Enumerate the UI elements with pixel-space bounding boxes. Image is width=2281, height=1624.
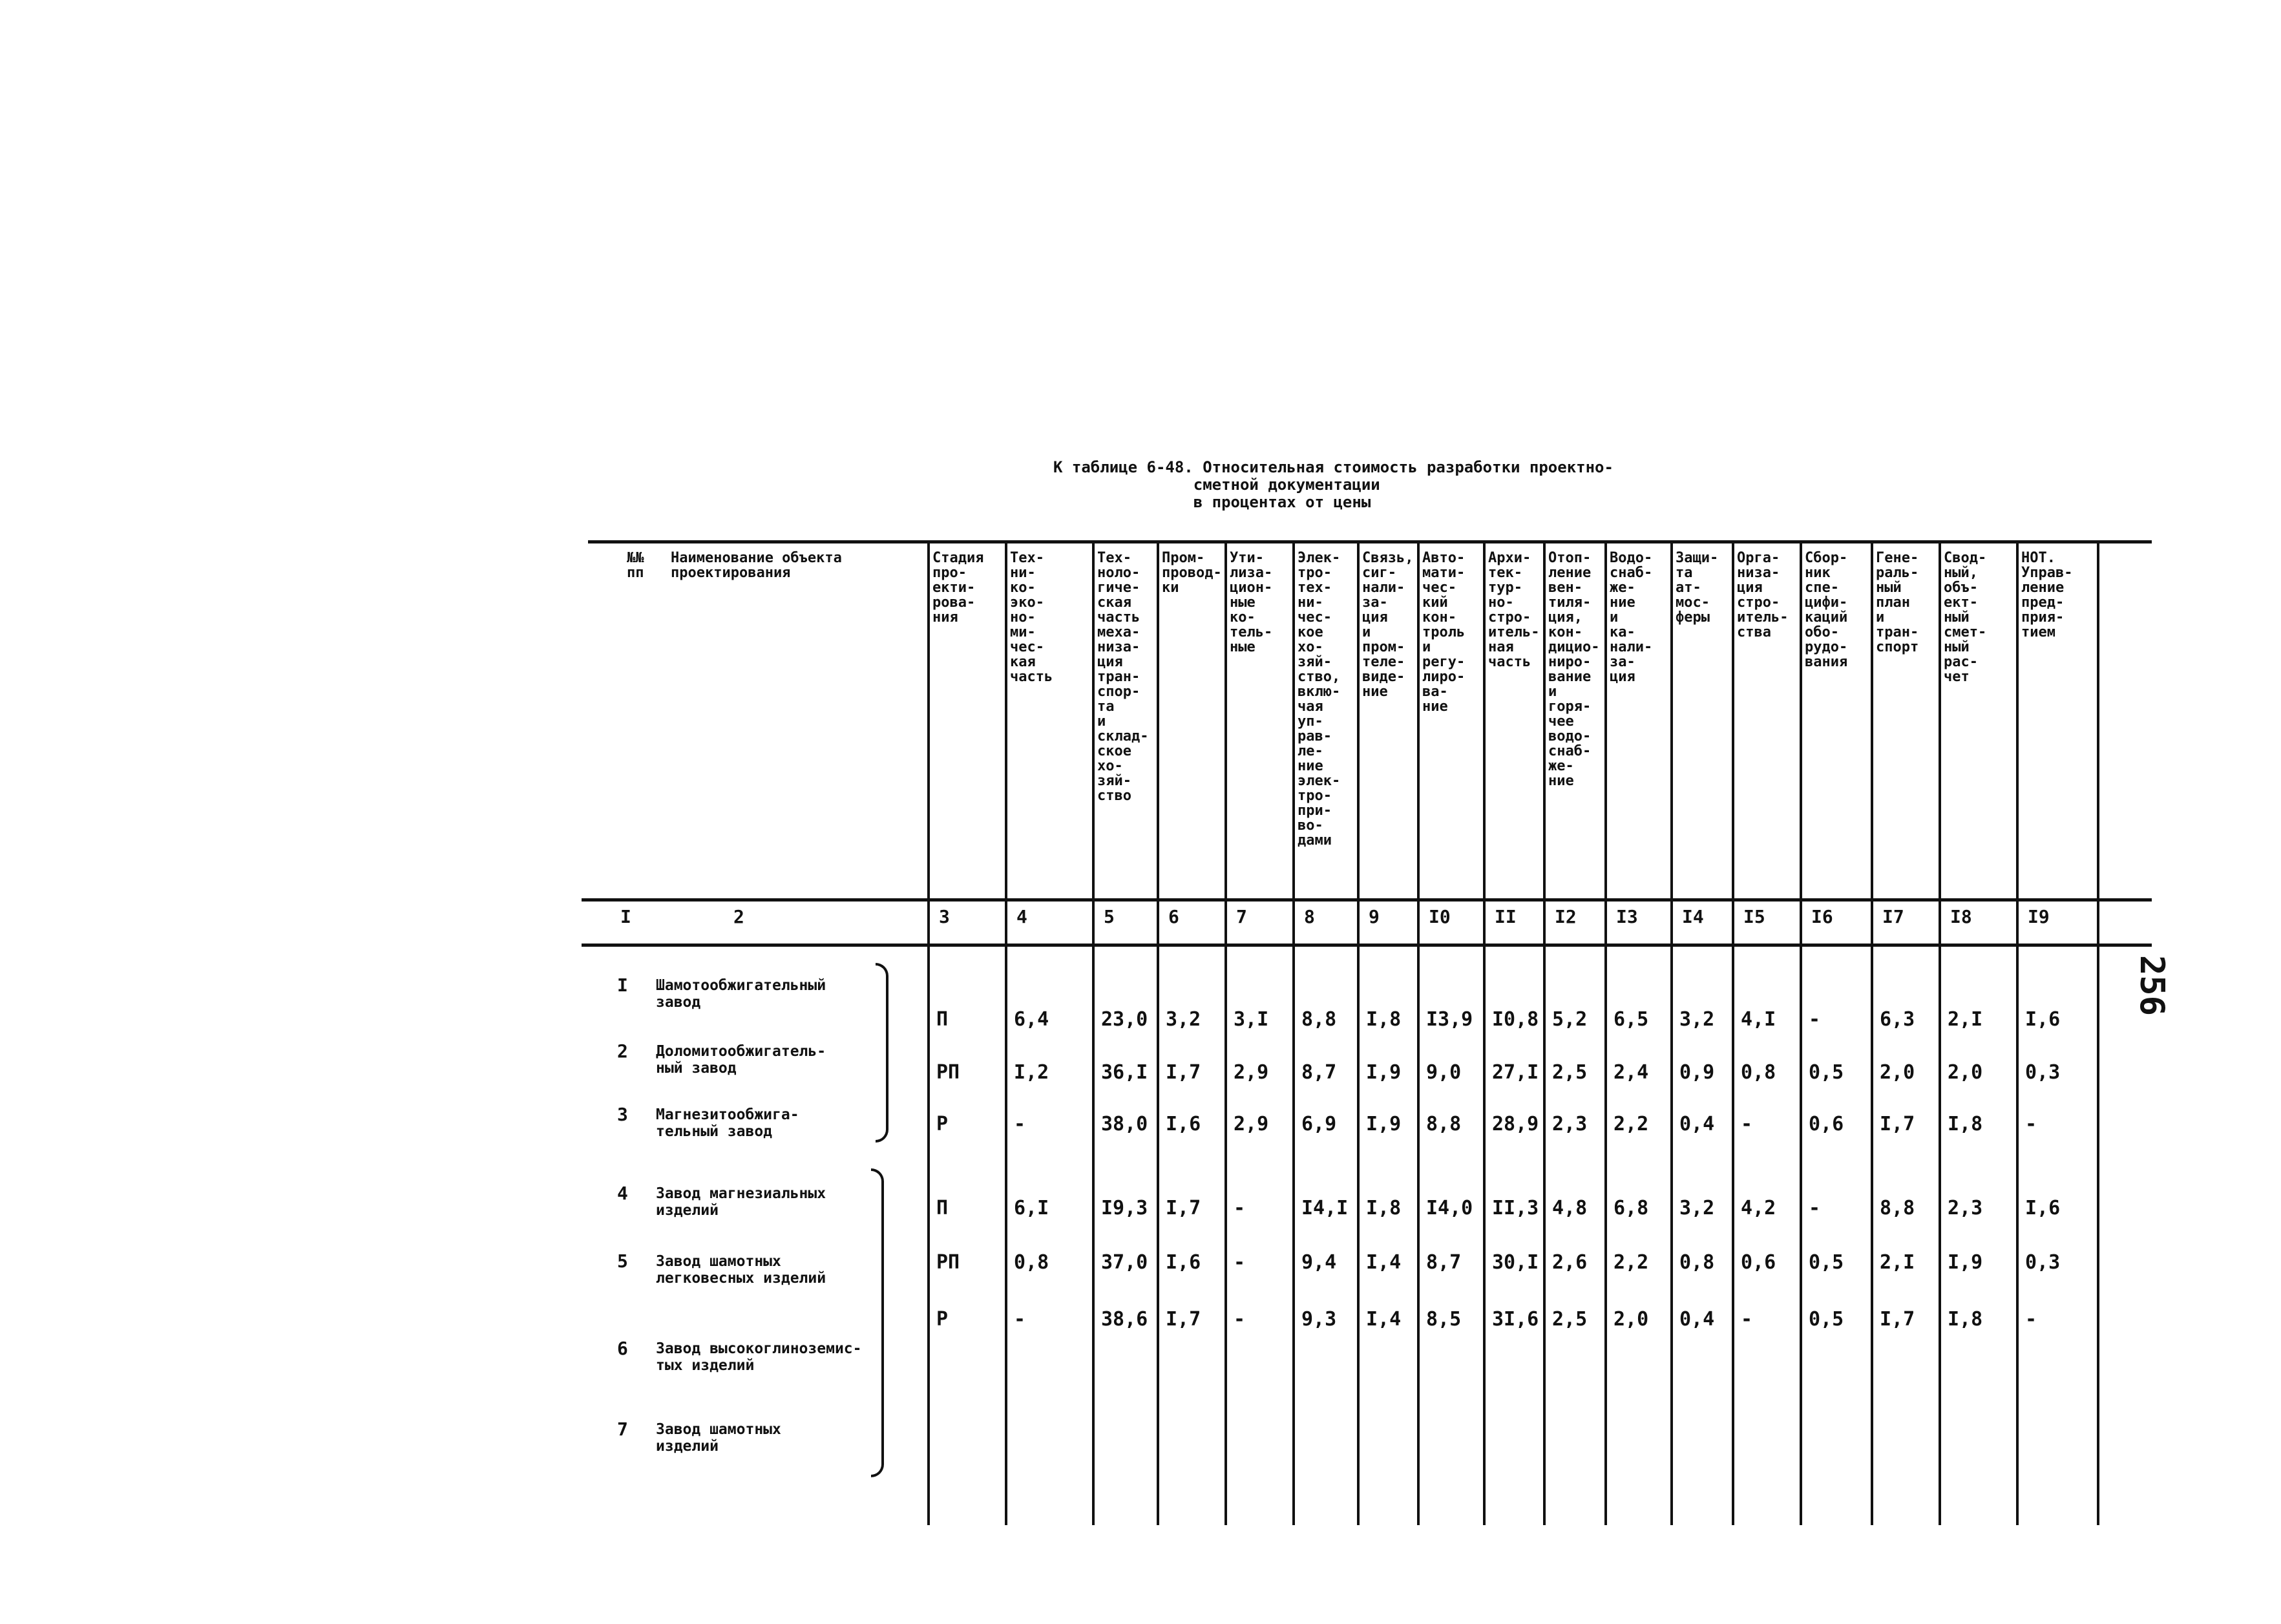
- table-cell: 2,9: [1234, 1113, 1269, 1135]
- column-divider: [1417, 543, 1420, 1525]
- table-cell: 0,8: [1014, 1251, 1049, 1274]
- table-cell: -: [2025, 1113, 2037, 1135]
- table-cell: 0,3: [2025, 1251, 2061, 1274]
- page-number: 256: [2132, 955, 2171, 1016]
- column-number: I4: [1682, 906, 1704, 927]
- table-cell: -: [1234, 1308, 1246, 1331]
- table-cell: 2,2: [1614, 1113, 1649, 1135]
- column-number: 8: [1304, 906, 1315, 927]
- column-divider: [1092, 543, 1095, 1525]
- table-cell: 8,8: [1301, 1008, 1337, 1031]
- table-cell: I,7: [1166, 1197, 1201, 1219]
- table-cell: 2,2: [1614, 1251, 1649, 1274]
- table-cell: Р: [936, 1113, 949, 1135]
- table-cell: 8,8: [1880, 1197, 1915, 1219]
- column-number: 9: [1369, 906, 1380, 927]
- table-cell: II,3: [1492, 1197, 1539, 1219]
- table-cell: 3,2: [1166, 1008, 1201, 1031]
- table-cell: -: [1809, 1197, 1821, 1219]
- column-header: Тех- ноло- гиче- ская часть меха- низа- ция тран- спор- та и склад- ское хо- зяй- ство: [1097, 551, 1149, 804]
- table-cell: 23,0: [1101, 1008, 1148, 1031]
- header-bottom-rule: [582, 898, 2152, 902]
- table-cell: 0,8: [1741, 1061, 1776, 1084]
- column-divider: [1005, 543, 1007, 1525]
- table-cell: I,9: [1366, 1113, 1402, 1135]
- column-number: 5: [1104, 906, 1115, 927]
- column-divider: [1292, 543, 1295, 1525]
- table-cell: I,4: [1366, 1308, 1402, 1331]
- column-header: Наименование объекта проектирования: [671, 551, 842, 581]
- document-title: К таблице 6-48. Относительная стоимость разработки проектно- сметной документации в процентах от цены: [1053, 458, 1614, 511]
- table-cell: 2,3: [1948, 1197, 1983, 1219]
- table-cell: I,6: [1166, 1251, 1201, 1274]
- column-divider: [927, 543, 930, 1525]
- table-cell: 6,I: [1014, 1197, 1049, 1219]
- column-header: Ути- лиза- цион- ные ко- тель- ные: [1230, 551, 1273, 655]
- column-divider: [1225, 543, 1227, 1525]
- column-divider: [1871, 543, 1873, 1525]
- table-cell: 9,4: [1301, 1251, 1337, 1274]
- table-cell: 27,I: [1492, 1061, 1539, 1084]
- table-cell: 0,4: [1679, 1113, 1715, 1135]
- table-cell: 0,6: [1741, 1251, 1776, 1274]
- column-divider: [1357, 543, 1360, 1525]
- column-header: Гене- раль- ный план и тран- спорт: [1876, 551, 1919, 655]
- row-number: 7: [617, 1418, 628, 1440]
- table-cell: -: [1014, 1308, 1026, 1331]
- row-number: I: [617, 975, 628, 996]
- table-cell: 3,2: [1679, 1197, 1715, 1219]
- table-cell: 3I,6: [1492, 1308, 1539, 1331]
- object-name: Завод шамотных изделий: [656, 1421, 781, 1455]
- column-divider: [2016, 543, 2019, 1525]
- column-number: I3: [1616, 906, 1638, 927]
- table-cell: I,7: [1166, 1061, 1201, 1084]
- table-cell: -: [1809, 1008, 1821, 1031]
- table-cell: 4,2: [1741, 1197, 1776, 1219]
- column-number: I9: [2028, 906, 2050, 927]
- column-header: Стадия про- екти- рова- ния: [932, 551, 984, 626]
- table-top-rule: [588, 540, 2152, 543]
- table-cell: I,7: [1880, 1113, 1915, 1135]
- table-cell: 6,9: [1301, 1113, 1337, 1135]
- column-number: I: [620, 906, 631, 927]
- column-number: I7: [1882, 906, 1904, 927]
- table-cell: 0,5: [1809, 1308, 1844, 1331]
- table-cell: 0,3: [2025, 1061, 2061, 1084]
- table-cell: 0,5: [1809, 1251, 1844, 1274]
- table-cell: I,8: [1366, 1197, 1402, 1219]
- column-divider: [1732, 543, 1734, 1525]
- table-cell: 8,7: [1301, 1061, 1337, 1084]
- table-cell: 2,4: [1614, 1061, 1649, 1084]
- column-number: II: [1495, 906, 1517, 927]
- table-cell: 30,I: [1492, 1251, 1539, 1274]
- table-cell: 5,2: [1552, 1008, 1588, 1031]
- table-cell: I,8: [1366, 1008, 1402, 1031]
- column-number: I0: [1429, 906, 1451, 927]
- column-header: Пром- провод- ки: [1162, 551, 1222, 596]
- object-name: Завод магнезиальных изделий: [656, 1185, 826, 1219]
- row-number: 3: [617, 1104, 628, 1125]
- table-cell: 2,0: [1880, 1061, 1915, 1084]
- column-header: Архи- тек- тур- но- стро- итель- ная часть: [1488, 551, 1540, 670]
- table-cell: П: [936, 1197, 949, 1219]
- row-number: 4: [617, 1183, 628, 1204]
- column-header: №№ пп: [627, 551, 644, 581]
- table-cell: 4,I: [1741, 1008, 1776, 1031]
- column-number: I8: [1950, 906, 1972, 927]
- column-number: 7: [1236, 906, 1247, 927]
- column-number: I5: [1743, 906, 1765, 927]
- column-number: 6: [1168, 906, 1179, 927]
- table-cell: 9,3: [1301, 1308, 1337, 1331]
- column-header: Свод- ный, объ- ект- ный смет- ный рас- чет: [1944, 551, 1987, 685]
- table-cell: 6,4: [1014, 1008, 1049, 1031]
- table-cell: 8,7: [1426, 1251, 1462, 1274]
- column-divider: [2097, 543, 2099, 1525]
- table-cell: 2,I: [1880, 1251, 1915, 1274]
- column-header: НОТ. Управ- ление пред- прия- тием: [2021, 551, 2073, 640]
- table-cell: -: [1234, 1251, 1246, 1274]
- column-number: 2: [733, 906, 744, 927]
- table-cell: -: [1741, 1308, 1753, 1331]
- table-cell: РП: [936, 1251, 960, 1274]
- table-cell: 38,0: [1101, 1113, 1148, 1135]
- table-cell: I,6: [2025, 1008, 2061, 1031]
- group-brace-2: [871, 1168, 884, 1477]
- column-divider: [1800, 543, 1802, 1525]
- object-name: Магнезитообжига- тельный завод: [656, 1106, 799, 1140]
- column-divider: [1604, 543, 1607, 1525]
- table-cell: -: [2025, 1308, 2037, 1331]
- row-number: 5: [617, 1250, 628, 1272]
- table-cell: 3,2: [1679, 1008, 1715, 1031]
- table-cell: 38,6: [1101, 1308, 1148, 1331]
- table-cell: 2,0: [1948, 1061, 1983, 1084]
- table-cell: I4,I: [1301, 1197, 1349, 1219]
- table-cell: I4,0: [1426, 1197, 1473, 1219]
- table-cell: I,8: [1948, 1308, 1983, 1331]
- column-header: Водо- снаб- же- ние и ка- нали- за- ция: [1610, 551, 1653, 685]
- column-header: Отоп- ление вен- тиля- ция, кон- дицио- ниро- вание и горя- чее водо- снаб- же- ние: [1548, 551, 1600, 789]
- table-cell: 2,0: [1614, 1308, 1649, 1331]
- table-cell: 2,9: [1234, 1061, 1269, 1084]
- column-header: Элек- тро- тех- ни- чес- кое хо- зяй- ство, вклю- чая уп- рав- ле- ние элек- тро- при- во- дами: [1298, 551, 1341, 849]
- table-cell: I3,9: [1426, 1008, 1473, 1031]
- table-cell: 37,0: [1101, 1251, 1148, 1274]
- table-cell: 0,4: [1679, 1308, 1715, 1331]
- column-number: 3: [939, 906, 950, 927]
- object-name: Доломитообжигатель- ный завод: [656, 1043, 826, 1077]
- table-cell: 0,8: [1679, 1251, 1715, 1274]
- table-cell: I,7: [1880, 1308, 1915, 1331]
- table-cell: 8,5: [1426, 1308, 1462, 1331]
- table-cell: РП: [936, 1061, 960, 1084]
- table-cell: I,9: [1948, 1251, 1983, 1274]
- column-divider: [1939, 543, 1941, 1525]
- table-cell: I,4: [1366, 1251, 1402, 1274]
- table-cell: 0,9: [1679, 1061, 1715, 1084]
- row-number: 2: [617, 1040, 628, 1062]
- column-number: 4: [1016, 906, 1027, 927]
- column-number: I6: [1811, 906, 1833, 927]
- table-cell: I,2: [1014, 1061, 1049, 1084]
- table-cell: 9,0: [1426, 1061, 1462, 1084]
- table-cell: 2,5: [1552, 1061, 1588, 1084]
- column-divider: [1157, 543, 1159, 1525]
- column-header: Сбор- ник спе- цифи- каций обо- рудо- вания: [1805, 551, 1848, 670]
- table-cell: I9,3: [1101, 1197, 1148, 1219]
- table-cell: Р: [936, 1308, 949, 1331]
- table-cell: 2,I: [1948, 1008, 1983, 1031]
- table-cell: I0,8: [1492, 1008, 1539, 1031]
- object-name: Завод высокоглиноземис- тых изделий: [656, 1340, 862, 1374]
- column-header: Связь, сиг- нали- за- ция и пром- теле- виде- ние: [1362, 551, 1414, 700]
- table-cell: -: [1234, 1197, 1246, 1219]
- object-name: Шамотообжигательный завод: [656, 977, 826, 1011]
- table-cell: П: [936, 1008, 949, 1031]
- table-cell: 2,5: [1552, 1308, 1588, 1331]
- table-cell: I,8: [1948, 1113, 1983, 1135]
- table-cell: I,6: [2025, 1197, 2061, 1219]
- group-brace-1: [876, 963, 888, 1143]
- numbers-bottom-rule: [582, 944, 2152, 947]
- table-cell: 28,9: [1492, 1113, 1539, 1135]
- table-cell: I,7: [1166, 1308, 1201, 1331]
- column-divider: [1670, 543, 1673, 1525]
- object-name: Завод шамотных легковесных изделий: [656, 1253, 826, 1287]
- column-header: Тех- ни- ко- эко- но- ми- чес- кая часть: [1010, 551, 1053, 685]
- column-header: Авто- мати- чес- кий кон- троль и регу- лиро- ва- ние: [1422, 551, 1466, 715]
- table-cell: 4,8: [1552, 1197, 1588, 1219]
- table-cell: 3,I: [1234, 1008, 1269, 1031]
- table-cell: 2,6: [1552, 1251, 1588, 1274]
- table-cell: I,6: [1166, 1113, 1201, 1135]
- table-cell: -: [1014, 1113, 1026, 1135]
- column-number: I2: [1555, 906, 1577, 927]
- column-divider: [1483, 543, 1486, 1525]
- table-cell: I,9: [1366, 1061, 1402, 1084]
- table-cell: 6,3: [1880, 1008, 1915, 1031]
- table-cell: 0,5: [1809, 1061, 1844, 1084]
- table-cell: 36,I: [1101, 1061, 1148, 1084]
- table-cell: 0,6: [1809, 1113, 1844, 1135]
- column-header: Защи- та ат- мос- феры: [1676, 551, 1719, 626]
- table-cell: 8,8: [1426, 1113, 1462, 1135]
- table-cell: 6,5: [1614, 1008, 1649, 1031]
- table-cell: -: [1741, 1113, 1753, 1135]
- column-divider: [1543, 543, 1546, 1525]
- column-header: Орга- низа- ция стро- итель- ства: [1737, 551, 1789, 640]
- table-cell: 6,8: [1614, 1197, 1649, 1219]
- row-number: 6: [617, 1338, 628, 1359]
- table-cell: 2,3: [1552, 1113, 1588, 1135]
